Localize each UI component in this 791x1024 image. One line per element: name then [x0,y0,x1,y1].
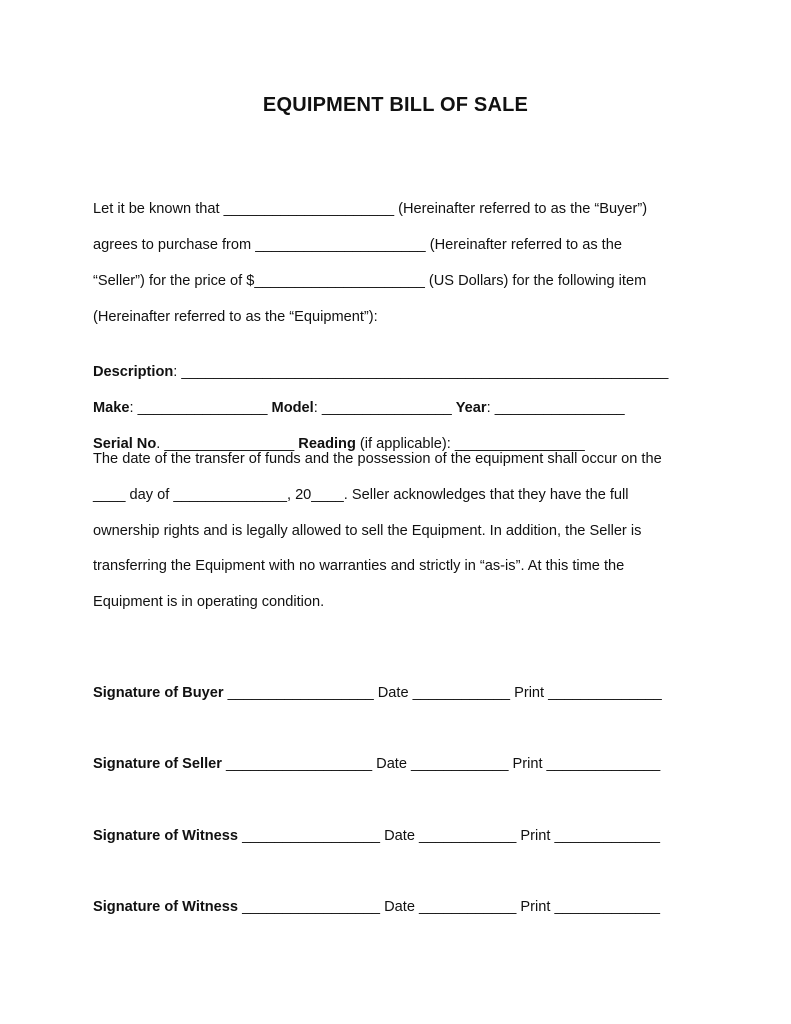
make-model-year-line [93,378,625,418]
model-label: Model [271,400,314,416]
transfer-line-5: Equipment is in operating condition. [93,594,325,610]
paragraph-line-4: (Hereinafter referred to as the “Equipment”): [93,309,378,325]
witness2-signature-line [93,877,660,917]
reading-label: Reading [298,436,356,452]
witness1-signature-blanks: _________________ Date ____________ Print _____________ [238,828,661,844]
witness2-signature-blanks: _________________ Date ____________ Print _____________ [238,899,661,915]
transfer-line-2: ____ day of ______________, 20____. Seller acknowledges that they have the full [93,487,629,503]
transfer-line-3: ownership rights and is legally allowed to sell the Equipment. In addition, the Seller is [93,523,642,539]
seller-signature-blanks: __________________ Date ____________ Print ______________ [221,756,661,772]
model-blank: : ________________ [313,400,456,416]
document-title: EQUIPMENT BILL OF SALE [262,94,529,116]
reading-blank: (if applicable): ________________ [355,436,585,452]
year-label: Year [455,400,487,416]
year-blank: : ________________ [486,400,625,416]
serial-blank: . ________________ [156,436,299,452]
witness2-signature-label: Signature of Witness [93,899,239,915]
buyer-signature-label: Signature of Buyer [93,685,224,701]
transfer-line-1: The date of the transfer of funds and the possession of the equipment shall occur on the [93,451,662,467]
description-blank: : ____________________________________________________________ [173,364,669,380]
description-label: Description [93,364,174,380]
buyer-signature-blanks: __________________ Date ____________ Print ______________ [223,685,662,701]
seller-signature-label: Signature of Seller [93,756,222,772]
witness1-signature-label: Signature of Witness [93,828,239,844]
serial-reading-line [93,414,585,454]
make-label: Make [93,400,130,416]
buyer-signature-line [93,663,662,703]
paragraph-line-1: Let it be known that _____________________ (Hereinafter referred to as the “Buyer”) [93,201,648,217]
paragraph-line-3: “Seller”) for the price of $_____________________ (US Dollars) for the following item [93,273,647,289]
description-line [93,342,668,382]
make-blank: : ________________ [129,400,272,416]
witness1-signature-line [93,806,660,846]
seller-signature-line [93,734,660,774]
serial-label: Serial No [93,436,157,452]
transfer-line-4: transferring the Equipment with no warranties and strictly in “as-is”. At this time the [93,558,625,574]
paragraph-line-2: agrees to purchase from _____________________ (Hereinafter referred to as the [93,237,622,253]
